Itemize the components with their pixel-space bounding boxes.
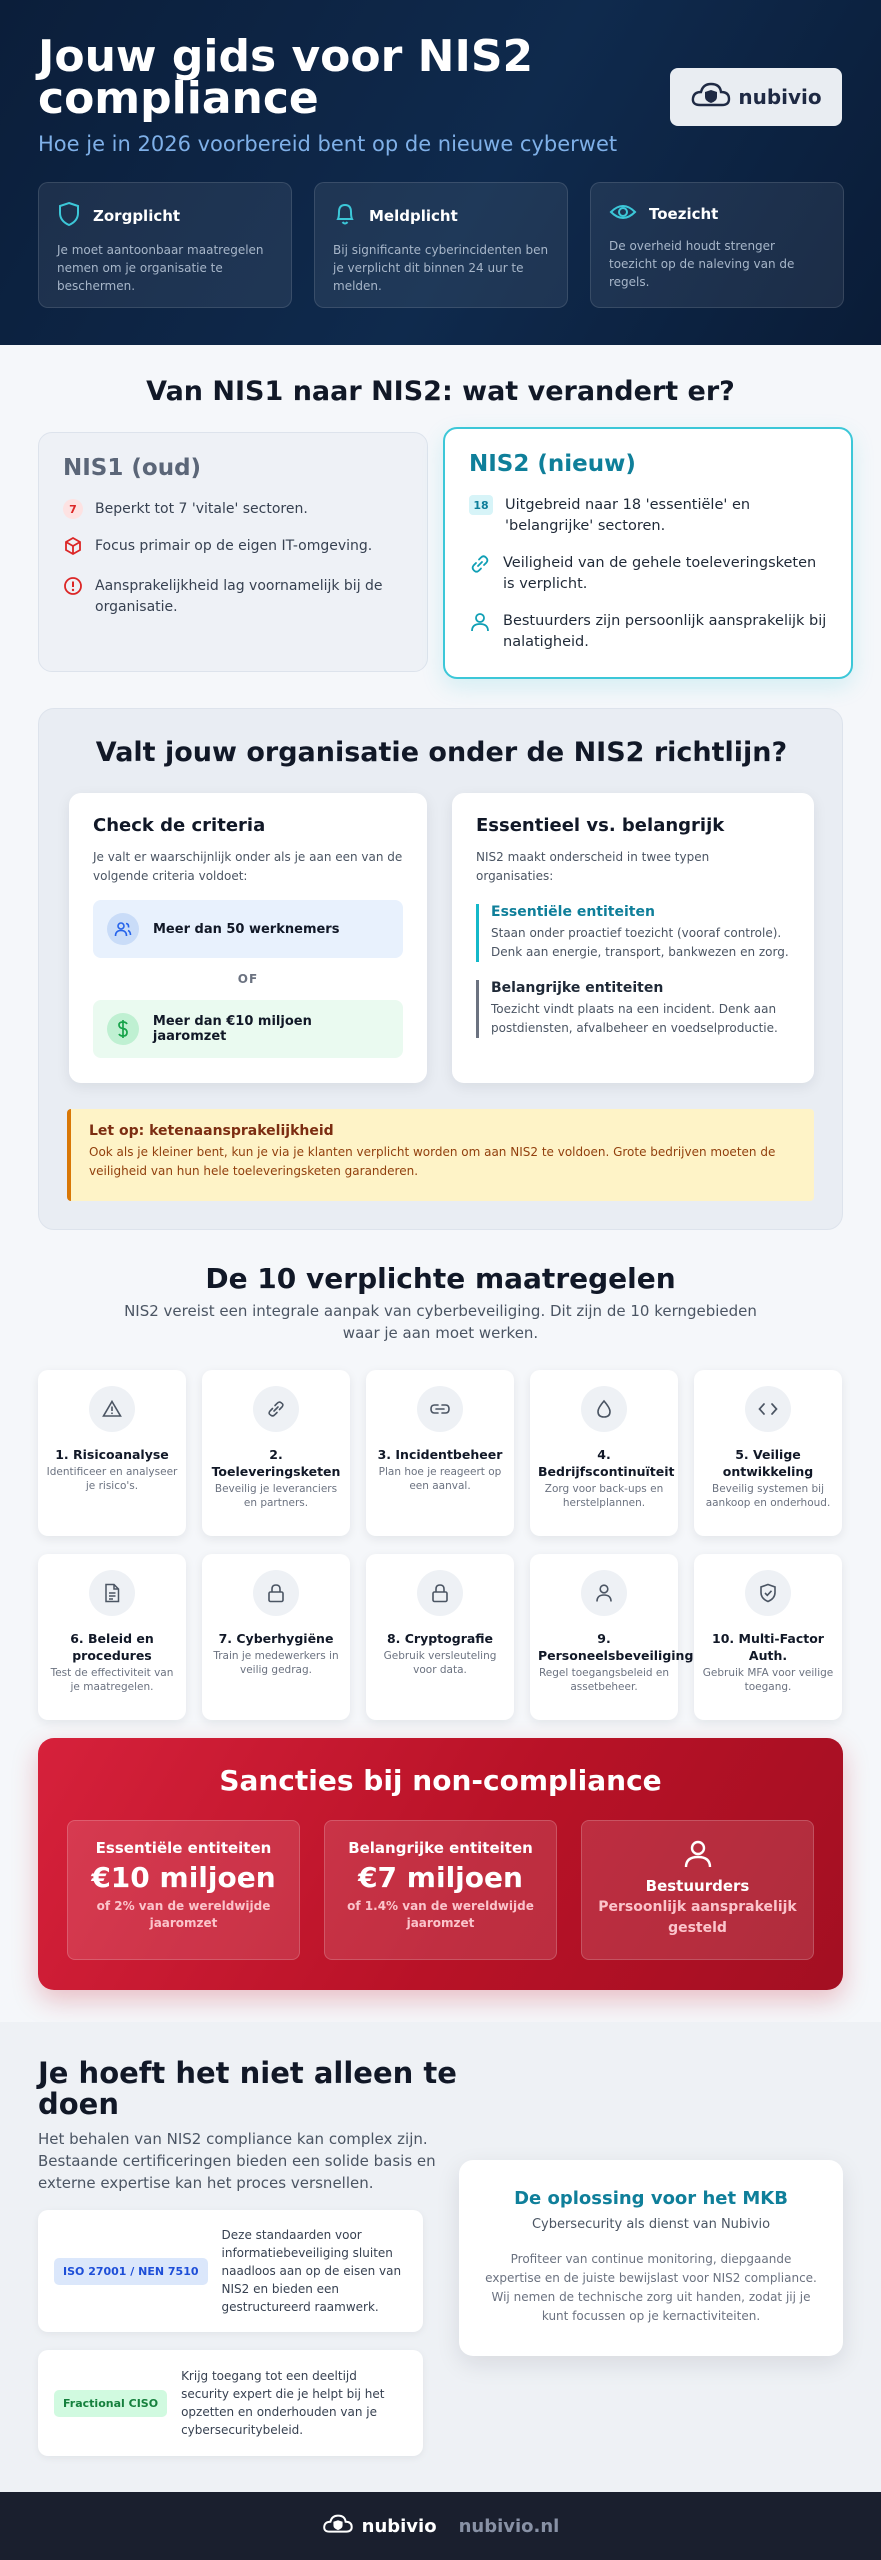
measure-card — [366, 1554, 514, 1720]
measure-title: 10. Multi-Factor Auth. — [712, 1631, 824, 1663]
footer-brand-name: nubivio — [361, 2515, 437, 2537]
card-meldplicht — [314, 182, 568, 308]
measure-text: Beveilig systemen bij aankoop en onderhoud. — [705, 1483, 831, 1509]
penalty-title: Essentiële entiteiten — [95, 1839, 272, 1857]
measure-text: Test de effectiviteit van je maatregelen. — [50, 1667, 174, 1693]
lock-icon — [417, 1570, 463, 1616]
cube-icon — [63, 536, 83, 560]
shield-icon — [57, 201, 81, 231]
lock-icon — [253, 1570, 299, 1616]
penalty-title: Bestuurders — [645, 1877, 750, 1895]
measure-text: Plan hoe je reageert op een aanval. — [378, 1466, 502, 1492]
hero-header — [0, 0, 881, 345]
help-intro: Het behalen van NIS2 compliance kan complex zijn. Bestaande certificeringen bieden een solide basis en externe expertise kan het proces versnellen. — [38, 2130, 436, 2192]
cloud-shield-icon — [322, 2513, 354, 2540]
measures-subtitle: NIS2 vereist een integrale aanpak van cyberbeveiliging. Dit zijn de 10 kerngebieden waar je aan moet werken. — [124, 1302, 757, 1342]
scope-title: Valt jouw organisatie onder de NIS2 richtlijn? — [95, 737, 788, 768]
penalty-title: Belangrijke entiteiten — [348, 1839, 533, 1857]
essential-entity-text: Staan onder proactief toezicht (vooraf controle). Denk aan energie, transport, bankwezen en zorg. — [491, 926, 789, 959]
essential-entity-title: Essentiële entiteiten — [491, 904, 655, 920]
penalty-important — [324, 1820, 557, 1960]
list-item — [63, 576, 403, 618]
measure-title: 7. Cyberhygiëne — [218, 1631, 334, 1646]
measure-title: 2. Toeleveringsketen — [211, 1447, 341, 1479]
measure-card — [38, 1370, 186, 1536]
user-icon — [582, 1839, 813, 1873]
measure-card — [694, 1554, 842, 1720]
measure-text: Train je medewerkers in veilig gedrag. — [213, 1650, 339, 1676]
criterion-text: Meer dan 50 werknemers — [153, 921, 340, 937]
card-text: Je moet aantoonbaar maatregelen nemen om je organisatie te beschermen. — [57, 243, 264, 293]
comparison-title: Van NIS1 naar NIS2: wat verandert er? — [146, 376, 735, 407]
criterion-text: Meer dan €10 miljoen jaaromzet — [152, 1014, 312, 1044]
eye-icon — [609, 201, 637, 227]
criterion-employees — [93, 900, 403, 958]
card-text: Bij significante cyberincidenten ben je verplicht dit binnen 24 uur te melden. — [333, 243, 549, 293]
important-entity-title: Belangrijke entiteiten — [491, 980, 664, 996]
code-icon — [745, 1386, 791, 1432]
cert-tag: Fractional CISO — [54, 2390, 167, 2417]
help-title: Je hoeft het niet alleen te doen — [38, 2056, 457, 2121]
measure-card — [366, 1370, 514, 1536]
help-section — [0, 2022, 881, 2492]
entity-types-title: Essentieel vs. belangrijk — [476, 815, 725, 836]
important-entity-text: Toezicht vindt plaats na een incident. Denk aan postdiensten, afvalbeheer en voedselproductie. — [491, 1002, 778, 1035]
cloud-shield-icon — [690, 81, 732, 113]
card-zorgplicht — [38, 182, 292, 308]
measure-card — [38, 1554, 186, 1720]
list-item — [469, 495, 827, 537]
criteria-lead: Je valt er waarschijnlijk onder als je aan een van de volgende criteria voldoet: — [93, 850, 403, 883]
sector-count-badge: 7 — [63, 499, 83, 519]
cert-ciso-card — [38, 2350, 423, 2456]
brand-name: nubivio — [738, 85, 822, 109]
cert-text: Krijg toegang tot een deeltijd security expert die je helpt bij het opzetten en onderhouden van je cybersecuritybeleid. — [181, 2369, 385, 2437]
measure-card — [530, 1554, 694, 1720]
solution-title: De oplossing voor het MKB — [514, 2188, 788, 2209]
list-item-text: Veiligheid van de gehele toeleveringsketen is verplicht. — [503, 555, 817, 592]
list-item-text: Beperkt tot 7 'vitale' sectoren. — [95, 501, 308, 517]
measure-title: 3. Incidentbeheer — [377, 1447, 503, 1462]
sanctions-section — [38, 1738, 843, 1990]
measures-grid — [38, 1370, 843, 1720]
measure-title: 9. Personeelsbeveiliging — [538, 1631, 694, 1663]
measure-card — [202, 1554, 350, 1720]
user-icon — [581, 1570, 627, 1616]
brand-logo[interactable] — [670, 68, 842, 126]
card-toezicht — [590, 182, 844, 308]
page-subtitle: Hoe je in 2026 voorbereid bent op de nieuwe cyberwet — [38, 132, 618, 156]
cert-text: Deze standaarden voor informatiebeveiliging sluiten naadloos aan op de eisen van NIS2 en bieden een gestructureerd raamwerk. — [221, 2228, 402, 2314]
nis1-card — [38, 432, 428, 672]
measure-text: Gebruik MFA voor veilige toegang. — [702, 1667, 834, 1693]
criteria-title: Check de criteria — [93, 815, 266, 836]
list-item-text: Bestuurders zijn persoonlijk aansprakelijk bij nalatigheid. — [503, 613, 827, 650]
list-item-text: Aansprakelijkheid lag voornamelijk bij de organisatie. — [95, 578, 383, 615]
measure-card — [694, 1370, 842, 1536]
card-text: De overheid houdt strenger toezicht op de naleving van de regels. — [609, 239, 795, 289]
document-icon — [89, 1570, 135, 1616]
measure-card — [530, 1370, 678, 1536]
footer-website-link[interactable]: nubivio.nl — [458, 2515, 560, 2537]
solution-card — [459, 2160, 843, 2356]
penalty-value: €10 miljoen — [91, 1861, 276, 1894]
users-icon — [107, 913, 139, 945]
measure-card — [202, 1370, 350, 1536]
penalty-text: of 1.4% van de wereldwijde jaaromzet — [347, 1899, 534, 1930]
chain-liability-warning — [67, 1109, 814, 1201]
alert-circle-icon — [63, 576, 83, 600]
page-title: Jouw gids voor NIS2 compliance — [38, 31, 534, 124]
scope-section — [38, 708, 843, 1230]
card-title: Meldplicht — [369, 207, 458, 225]
measure-text: Zorg voor back-ups en herstelplannen. — [544, 1483, 664, 1509]
warning-icon — [89, 1386, 135, 1432]
list-item — [469, 611, 827, 653]
footer-logo[interactable] — [322, 2513, 437, 2540]
warning-text: Ook als je kleiner bent, kun je via je klanten verplicht worden om aan NIS2 te voldoen. Grote bedrijven moeten de veiligheid van hun hele toeleveringsketen garanderen. — [89, 1145, 776, 1178]
nis1-title: NIS1 (oud) — [63, 455, 202, 481]
penalty-directors — [581, 1820, 814, 1960]
warning-title: Let op: ketenaansprakelijkheid — [89, 1123, 334, 1139]
list-item — [63, 536, 403, 560]
nis2-title: NIS2 (nieuw) — [469, 451, 636, 477]
shield-check-icon — [745, 1570, 791, 1616]
card-title: Toezicht — [649, 205, 719, 223]
criteria-card — [69, 793, 427, 1083]
user-icon — [469, 611, 491, 637]
entity-types-card — [452, 793, 814, 1083]
penalty-essential — [67, 1820, 300, 1960]
link-icon — [469, 553, 491, 579]
important-entity — [476, 980, 790, 1038]
footer — [0, 2492, 881, 2560]
measure-text: Identificeer en analyseer je risico's. — [46, 1466, 178, 1492]
measure-title: 6. Beleid en procedures — [70, 1631, 154, 1663]
measures-title: De 10 verplichte maatregelen — [205, 1262, 676, 1295]
link-icon — [253, 1386, 299, 1432]
penalty-text: Persoonlijk aansprakelijk gesteld — [598, 1899, 797, 1936]
solution-subtitle: Cybersecurity als dienst van Nubivio — [531, 2217, 771, 2232]
criterion-revenue — [93, 1000, 403, 1058]
card-title: Zorgplicht — [93, 207, 181, 225]
list-item-text: Focus primair op de eigen IT-omgeving. — [95, 538, 373, 554]
penalty-value: €7 miljoen — [358, 1861, 523, 1894]
measure-title: 5. Veilige ontwikkeling — [722, 1447, 814, 1479]
cert-tag: ISO 27001 / NEN 7510 — [54, 2258, 208, 2285]
list-item-text: Uitgebreid naar 18 'essentiële' en 'belangrijke' sectoren. — [505, 497, 751, 534]
list-item — [469, 553, 827, 595]
bell-icon — [333, 201, 357, 231]
chain-icon — [417, 1386, 463, 1432]
measure-title: 1. Risicoanalyse — [55, 1447, 169, 1462]
sanctions-title: Sancties bij non-compliance — [219, 1764, 662, 1797]
sector-count-badge: 18 — [469, 495, 493, 515]
nis2-card — [443, 427, 853, 679]
measure-text: Beveilig je leveranciers en partners. — [214, 1483, 338, 1509]
dollar-icon — [107, 1013, 139, 1045]
measure-text: Regel toegangsbeleid en assetbeheer. — [538, 1667, 670, 1693]
solution-text: Profiteer van continue monitoring, diepgaande expertise en de juiste bewijslast voor NIS2 compliance. Wij nemen de technische zorg uit handen, zodat jij je kunt focussen op je kernactiviteiten. — [485, 2252, 817, 2323]
list-item — [63, 499, 403, 520]
essential-entity — [476, 904, 790, 962]
or-separator: OF — [237, 972, 259, 986]
measure-text: Gebruik versleuteling voor data. — [383, 1650, 497, 1676]
drop-icon — [581, 1386, 627, 1432]
penalty-text: of 2% van de wereldwijde jaaromzet — [96, 1899, 271, 1930]
entity-types-lead: NIS2 maakt onderscheid in twee typen organisaties: — [476, 850, 710, 883]
measure-title: 8. Cryptografie — [386, 1631, 494, 1646]
measure-title: 4. Bedrijfscontinuïteit — [538, 1447, 675, 1479]
cert-iso-card — [38, 2210, 423, 2332]
